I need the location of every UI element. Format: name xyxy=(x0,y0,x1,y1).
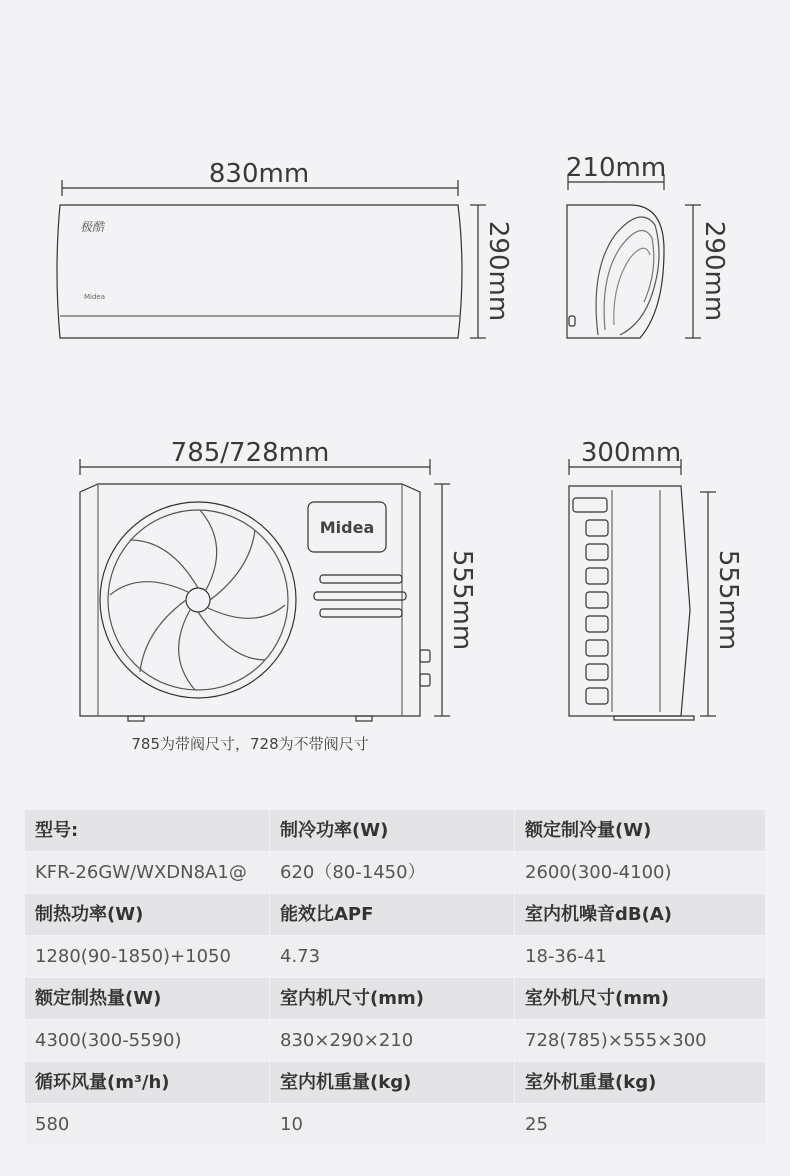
indoor-front-width-label: 830mm xyxy=(208,159,310,189)
spec-label: 室外机重量(kg) xyxy=(515,1062,765,1103)
indoor-unit-side xyxy=(567,205,664,338)
spec-label: 额定制热量(W) xyxy=(25,978,270,1019)
outdoor-front-height-label: 555mm xyxy=(447,549,477,651)
outdoor-logo: Midea xyxy=(319,518,375,537)
spec-label: 循环风量(m³/h) xyxy=(25,1062,270,1103)
indoor-side-height-label: 290mm xyxy=(699,220,729,322)
indoor-unit-front xyxy=(57,205,462,338)
spec-value: 580 xyxy=(25,1104,270,1145)
indoor-side-height-dimension xyxy=(685,205,701,338)
spec-value: 10 xyxy=(270,1104,515,1145)
spec-label: 室外机尺寸(mm) xyxy=(515,978,765,1019)
spec-label: 制冷功率(W) xyxy=(270,810,515,851)
spec-label: 制热功率(W) xyxy=(25,894,270,935)
spec-value: KFR-26GW/WXDN8A1@ xyxy=(25,852,270,893)
outdoor-side-height-label: 555mm xyxy=(713,549,743,651)
indoor-side-depth-label: 210mm xyxy=(565,153,667,183)
spec-label: 型号: xyxy=(25,810,270,851)
spec-value: 1280(90-1850)+1050 xyxy=(25,936,270,977)
spec-value: 728(785)×555×300 xyxy=(515,1020,765,1061)
spec-value: 620（80-1450） xyxy=(270,852,515,893)
indoor-panel-text: 极酷 xyxy=(80,220,105,234)
spec-value: 830×290×210 xyxy=(270,1020,515,1061)
spec-label: 室内机尺寸(mm) xyxy=(270,978,515,1019)
valve-size-note: 785为带阀尺寸，728为不带阀尺寸 xyxy=(131,735,369,753)
spec-label: 室内机重量(kg) xyxy=(270,1062,515,1103)
spec-table xyxy=(25,810,765,1145)
spec-label: 能效比APF xyxy=(270,894,515,935)
outdoor-front-width-label: 785/728mm xyxy=(170,438,330,468)
indoor-front-height-label: 290mm xyxy=(483,220,513,322)
indoor-logo: Midea xyxy=(84,293,106,301)
spec-value: 18-36-41 xyxy=(515,936,765,977)
outdoor-unit-side xyxy=(569,486,694,720)
spec-value: 4.73 xyxy=(270,936,515,977)
spec-value: 2600(300-4100) xyxy=(515,852,765,893)
outdoor-side-depth-label: 300mm xyxy=(580,438,682,468)
spec-value: 25 xyxy=(515,1104,765,1145)
outdoor-unit-front xyxy=(80,484,430,721)
spec-value: 4300(300-5590) xyxy=(25,1020,270,1061)
spec-label: 室内机噪音dB(A) xyxy=(515,894,765,935)
spec-label: 额定制冷量(W) xyxy=(515,810,765,851)
